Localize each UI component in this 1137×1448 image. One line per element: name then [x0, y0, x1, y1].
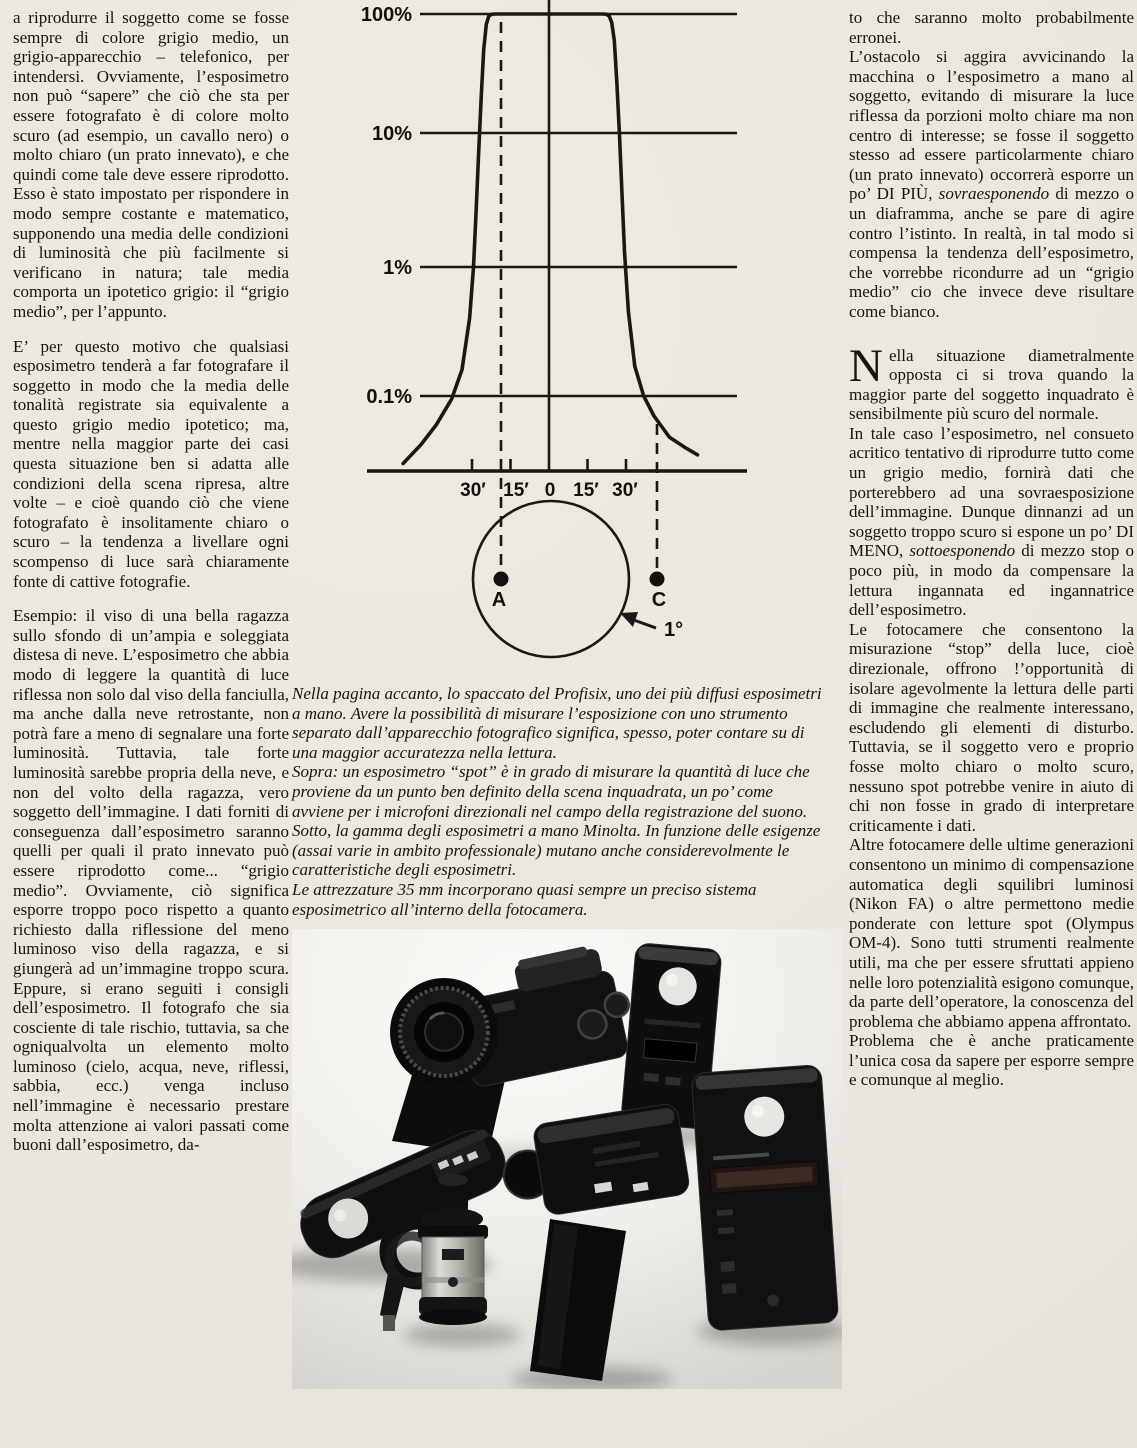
point-c-dot: [650, 572, 665, 587]
paragraph-text: ella situazione diametralmente opposta ci si trova quando la maggior parte del soggetto inquadrato è sensibilmente più scuro del normale.: [849, 345, 1134, 424]
y-tick-label-10: 10%: [371, 123, 412, 145]
caption-minolta-range: [292, 821, 824, 919]
y-tick-label-1: 1%: [383, 257, 412, 279]
photo-canvas: [292, 929, 842, 1389]
x-tick-label: 0: [544, 480, 556, 501]
caption-line: Le attrezzature 35 mm incorporano quasi sempre un preciso sistema esposimetrico all’interno della fotocamera.: [292, 879, 757, 919]
paragraph-dropcap: [849, 339, 1134, 424]
x-tick-label: 15′: [503, 480, 529, 501]
minolta-meters-photo: [292, 929, 844, 1389]
metal-body: [422, 1237, 484, 1301]
middle-column: [292, 0, 844, 1389]
angle-arrow-head: [620, 612, 638, 627]
caption-line: Sotto, la gamma degli esposimetri a mano Minolta. In funzione delle esigenze (assai varie in ambito professionale) mutano anche considerevolmente le caratteristiche degli esposimetri.: [292, 821, 821, 880]
caption-profisix: Nella pagina accanto, lo spaccato del Profisix, uno dei più diffusi esposimetri a mano. Avere la possibilità di misurare l’esposizione con uno strumento separato dall’apparecchio fotografico significa, spesso, poter contare su di una maggior accuratezza nella lettura.: [292, 684, 822, 762]
spot-angle-label: 1°: [664, 619, 684, 641]
caption-spot-meter: Sopra: un esposimetro “spot” è in grado di misurare la quantità di luce che proviene da un punto ben definito della scena inquadrata, un po’ come avviene per i microfoni direzionali nel campo della registrazione del suono.: [292, 762, 810, 821]
captions-block: [292, 684, 824, 919]
right-column: [849, 8, 1134, 1090]
paragraph: to che saranno molto probabilmente erronei.: [849, 8, 1134, 47]
spot-response-diagram: [292, 0, 844, 660]
point-a-dot: [494, 572, 509, 587]
auto-meter: [691, 1065, 839, 1331]
on-off-switch: [448, 1277, 458, 1287]
x-tick-label: 30′: [460, 480, 486, 501]
paragraph: In tale caso l’esposimetro, nel consueto acritico tentativo di riprodurre tutto come un grigio medio, fornirà dati che porterebbero ad una sovraesposizione dell’immagine. Dunque dinnanzi ad un soggetto troppo scuro si espone un po’ DI MENO, sottoesponendo di mezzo stop o poco più, in modo da compensare la lettura ingannata ed ingannatrice dell’esposimetro.: [849, 423, 1134, 620]
paragraph: Altre fotocamere delle ultime generazioni consentono un minimo di compensazione automatica degli squilibri luminosi (Nikon FA) o altre permettono medie ponderate con letture spot (Olympus OM-4). Sono tutti strumenti realmente utili, ma che per essere sfruttati appieno nelle loro potenzialità esigono comunque, da parte dell’operatore, la conoscenza del problema che abbiamo appena affrontato.: [849, 835, 1134, 1031]
paragraph: L’ostacolo si aggira avvicinando la macchina o l’esposimetro a mano al soggetto, evitando di misurare la luce riflessa da porzioni molto chiare ma non centro di interesse; se fosse il soggetto stesso ad essere particolarmente chiaro (un prato innevato) occorrerà esporre un po’ DI PIÙ, sovraesponendo di mezzo o un diaframma, anche se pare di agire contro l’istinto. In realtà, in tal modo si compensa la tendenza dell’esposimetro, che vorrebbe ricondurre ad un “grigio medio” cio che invece deve risultare come bianco.: [849, 47, 1134, 321]
drop-cap: N: [849, 339, 883, 392]
meter-display: [643, 1039, 696, 1062]
x-tick-label: 15′: [573, 480, 599, 501]
point-c-label: C: [651, 589, 667, 611]
x-tick-label: 30′: [612, 480, 638, 501]
paragraph: E’ per questo motivo che qualsiasi esposimetro tenderà a far fotografare il soggetto in modo che la media delle tonalità registrate sia equivalente a questo grigio medio ipotetico; ma, mentre nella maggior parte dei casi questa situazione ben si adatta alle condizioni della scena ripresa, altre volte – e cioè quando ciò che viene fotografato è insolitamente chiaro o scuro – la tendenza a livellare ogni scompenso di luce sarà chiaramente fonte di cattive fotografie.: [13, 336, 289, 591]
paragraph: Esempio: il viso di una bella ragazza sullo sfondo di un’ampia e soleggiata distesa di neve. L’esposimetro che abbia modo di leggere la quantità di luce riflessa non solo dal viso della fanciulla, ma anche dalla neve retrostante, non potrà fare a meno di segnalare una forte luminosità. Tuttavia, tale forte luminosità sarebbe propria della neve, e non del volto della ragazza, vero soggetto dell’immagine. I dati forniti di conseguenza dall’esposimetro saranno quelli per quali il prato innevato può essere riprodotto come... “grigio medio”. Ovviamente, ciò significa esporre troppo poco rispetto a quanto richiesto dalla riflessione del meno luminoso viso della ragazza, e si giungerà ad un’immagine troppo scura. Eppure, si erano seguiti i consigli dell’esposimetro. Il fotografo che sia cosciente di tale rischio, tuttavia, sa che ogniqualvolta un elemento molto luminoso (cielo, acqua, neve, riflessi, sabbia, ecc.) venga incluso nell’immagine è necessario prestare molta attenzione ai valori passati come buoni dall’esposimetro, da-: [13, 606, 289, 1155]
left-column: [13, 8, 289, 1155]
point-a-label: A: [491, 589, 507, 611]
y-tick-label-0p1: 0.1%: [366, 386, 412, 408]
chart-canvas: [292, 0, 822, 660]
paragraph: Le fotocamere che consentono la misurazione “stop” della luce, cioè direzionale, offrono !’opportunità di isolare agevolmente la lettura delle parti di immagine che realmente interessano, escludendo gli elementi di disturbo. Tuttavia, se il soggetto vero e proprio fosse molto chiaro o molto scuro, nessuno spot potrebbe venire in aiuto di chi non fosse in grado di interpretare criticamente i dati.: [849, 619, 1134, 835]
paragraph: Problema che è anche praticamente l’unica cosa da sapere per esporre sempre e comunque al meglio.: [849, 1031, 1134, 1090]
y-tick-label-100: 100%: [360, 4, 412, 26]
paragraph: a riprodurre il soggetto come se fosse sempre di colore grigio medio, un grigio-apparecchio – telefonico, per intendersi. Ovviamente, l’esposimetro non può “sapere” che ciò che sta per essere fotografato è di colore molto scuro (ad esempio, un cavallo nero) o molto chiaro (un prato innevato), e che quindi come tale deve essere riprodotto. Esso è stato impostato per rispondere in modo sempre costante e matematico, supponendo una media delle condizioni di luminosità che più facilmente si verificano in natura; tale media comporta un ipotetico grigio: il “grigio medio”, per l’appunto.: [13, 8, 289, 321]
